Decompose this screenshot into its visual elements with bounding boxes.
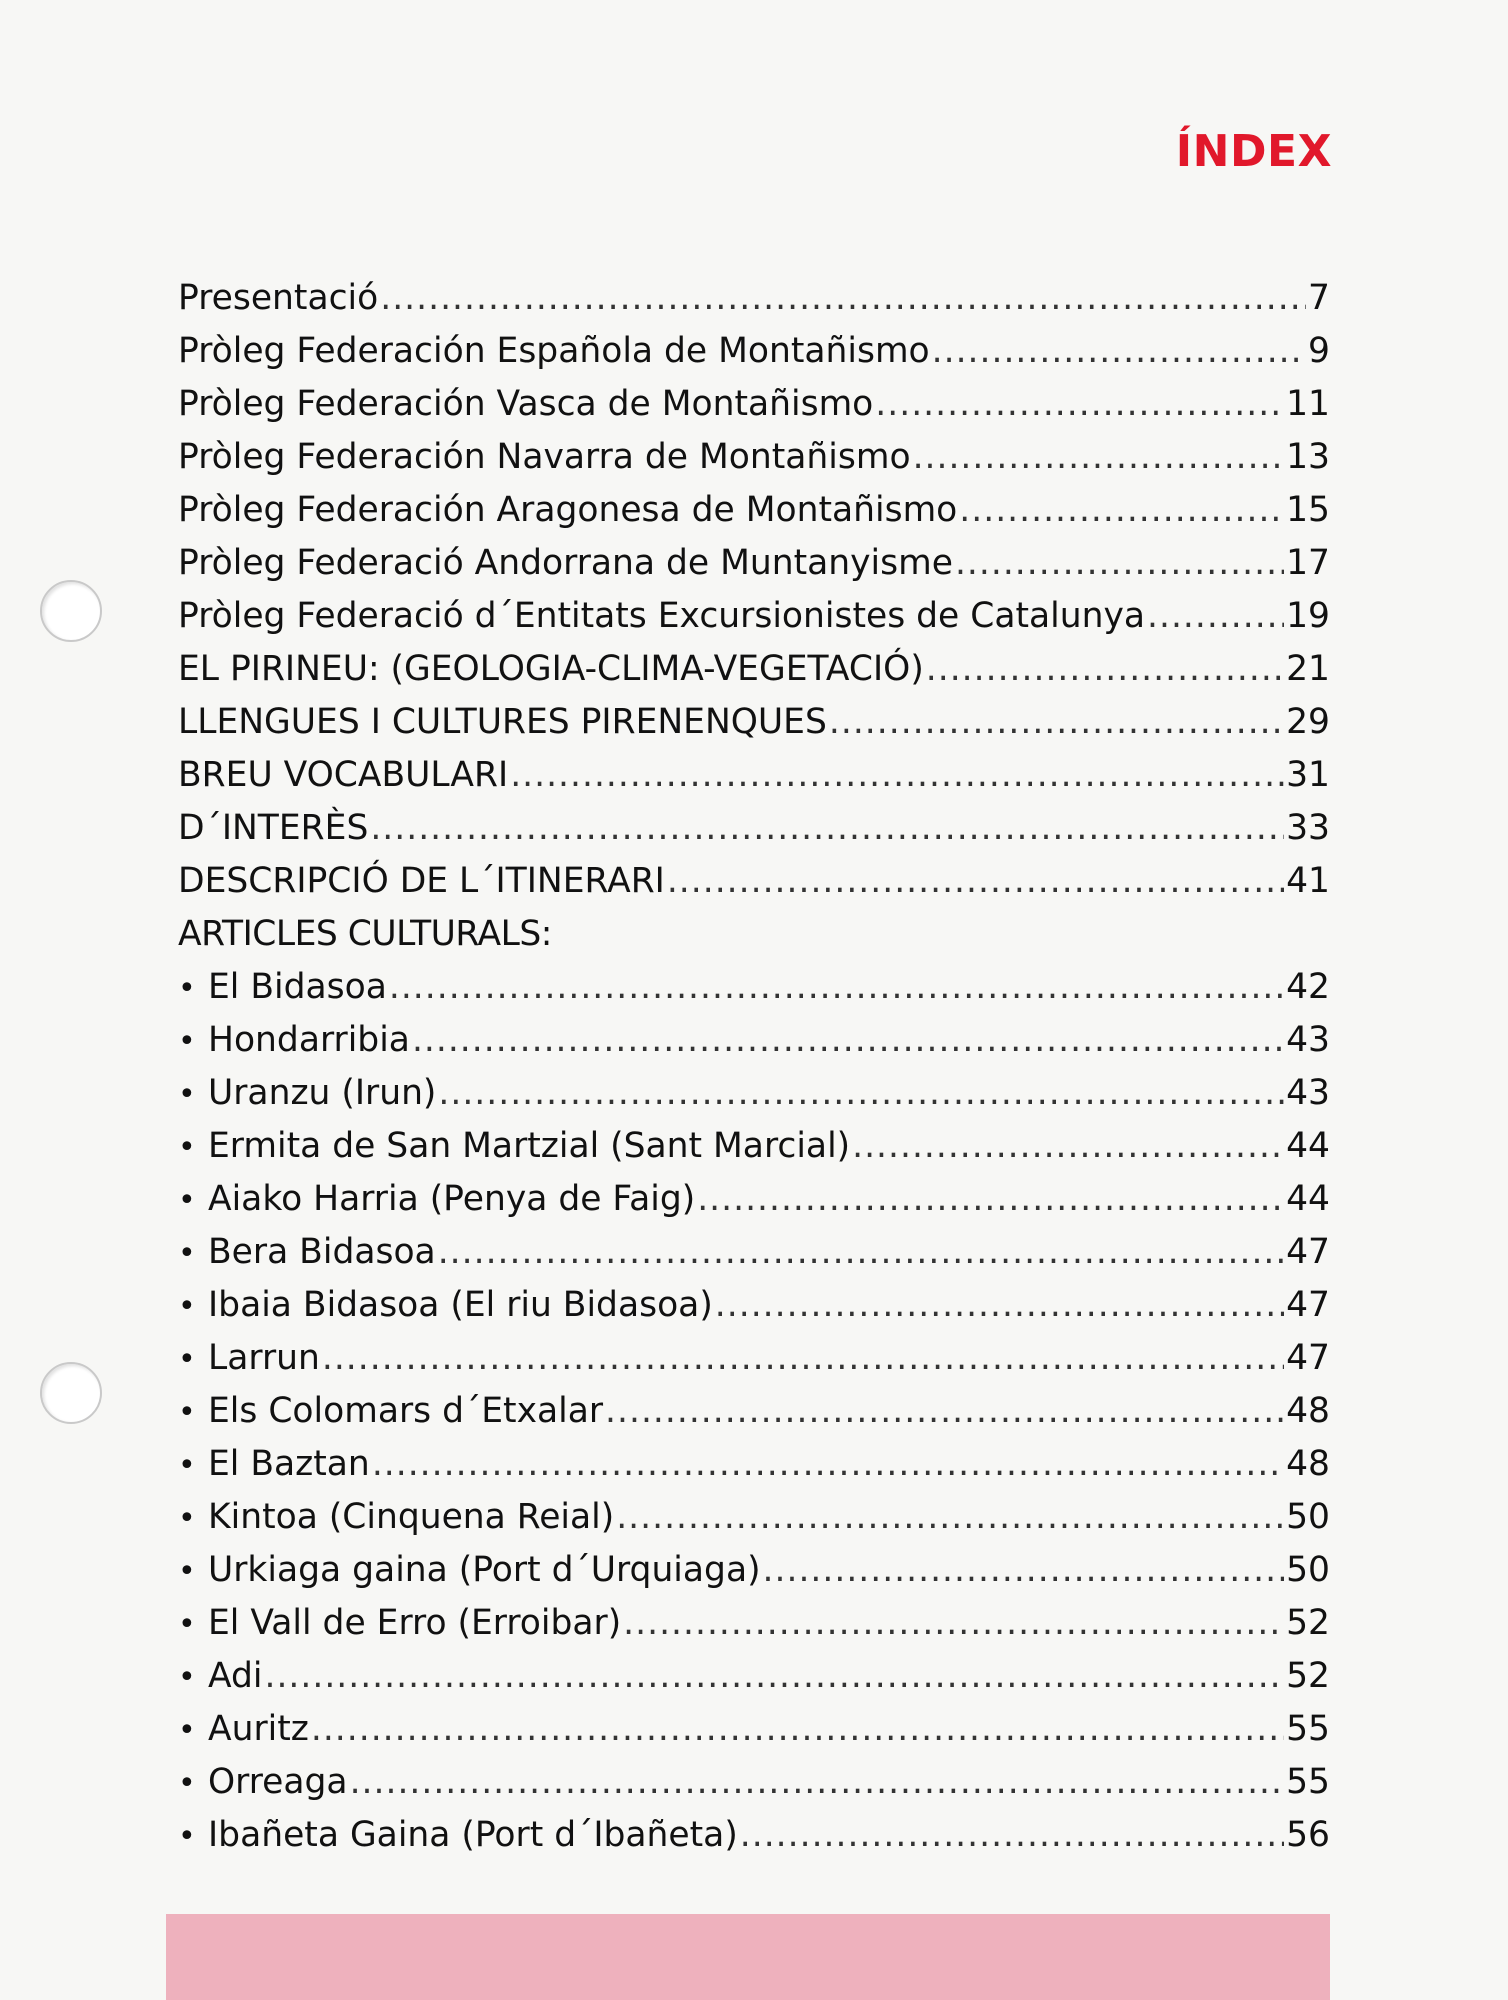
article-entry-label: Orreaga — [208, 1762, 348, 1802]
dot-leader — [616, 1491, 1284, 1544]
article-entry-page: 44 — [1286, 1126, 1330, 1166]
dot-leader — [322, 1332, 1284, 1385]
toc-entry-label: BREU VOCABULARI — [178, 755, 509, 795]
toc-entry-page: 31 — [1286, 755, 1330, 795]
bullet-icon: • — [178, 1130, 196, 1165]
article-entry-page: 44 — [1286, 1179, 1330, 1219]
dot-leader — [350, 1756, 1285, 1809]
article-entry-page: 48 — [1286, 1391, 1330, 1431]
dot-leader — [412, 1014, 1284, 1067]
dot-leader — [955, 537, 1284, 590]
bullet-icon: • — [178, 1183, 196, 1218]
toc-entry[interactable] — [178, 802, 1330, 855]
dot-leader — [829, 696, 1284, 749]
article-entry-page: 48 — [1286, 1444, 1330, 1484]
toc-entry[interactable] — [178, 749, 1330, 802]
bullet-icon: • — [178, 1077, 196, 1112]
bullet-icon: • — [178, 1766, 196, 1801]
article-entry[interactable] — [178, 1120, 1330, 1173]
article-entry[interactable] — [178, 1332, 1330, 1385]
article-entry-label: Kintoa (Cinquena Reial) — [208, 1497, 615, 1537]
toc-entry-page: 21 — [1286, 649, 1330, 689]
article-entry-label: Els Colomars d´Etxalar — [208, 1391, 604, 1431]
dot-leader — [623, 1597, 1284, 1650]
table-of-contents — [178, 272, 1330, 1862]
article-entry-label: Hondarribia — [208, 1020, 410, 1060]
dot-leader — [605, 1385, 1284, 1438]
article-entry-label: Ermita de San Martzial (Sant Marcial) — [208, 1126, 851, 1166]
article-entry-page: 43 — [1286, 1073, 1330, 1113]
article-entry-page: 47 — [1286, 1338, 1330, 1378]
toc-entry-label: EL PIRINEU: (GEOLOGIA-CLIMA-VEGETACIÓ) — [178, 649, 924, 689]
article-entry[interactable] — [178, 1544, 1330, 1597]
toc-entry-page: 33 — [1286, 808, 1330, 848]
bullet-icon: • — [178, 1501, 196, 1536]
article-entry-label: El Vall de Erro (Erroibar) — [208, 1603, 622, 1643]
dot-leader — [438, 1067, 1284, 1120]
article-entry-label: Ibaia Bidasoa (El riu Bidasoa) — [208, 1285, 713, 1325]
binder-hole-bottom — [40, 1362, 102, 1424]
article-entry-label: Urkiaga gaina (Port d´Urquiaga) — [208, 1550, 761, 1590]
articles-heading-row — [178, 908, 1330, 961]
toc-entry[interactable] — [178, 643, 1330, 696]
article-entry[interactable] — [178, 1491, 1330, 1544]
article-entry-page: 43 — [1286, 1020, 1330, 1060]
article-entry[interactable] — [178, 1014, 1330, 1067]
dot-leader — [763, 1544, 1285, 1597]
article-entry-label: Auritz — [208, 1709, 309, 1749]
toc-entry[interactable] — [178, 537, 1330, 590]
article-entry[interactable] — [178, 1809, 1330, 1862]
toc-entry-page: 17 — [1286, 543, 1330, 583]
dot-leader — [926, 643, 1284, 696]
dot-leader — [510, 749, 1284, 802]
dot-leader — [438, 1226, 1284, 1279]
dot-leader — [913, 431, 1285, 484]
article-entry[interactable] — [178, 1173, 1330, 1226]
article-entry[interactable] — [178, 1279, 1330, 1332]
bullet-icon: • — [178, 1660, 196, 1695]
toc-entry[interactable] — [178, 431, 1330, 484]
toc-entry[interactable] — [178, 484, 1330, 537]
toc-entry-label: D´INTERÈS — [178, 808, 369, 848]
dot-leader — [959, 484, 1284, 537]
article-entry-label: El Bidasoa — [208, 967, 387, 1007]
dot-leader — [697, 1173, 1284, 1226]
articles-heading: ARTICLES CULTURALS: — [178, 914, 552, 954]
bullet-icon: • — [178, 1236, 196, 1271]
dot-leader — [715, 1279, 1284, 1332]
toc-entry[interactable] — [178, 272, 1330, 325]
toc-entry-label: DESCRIPCIÓ DE L´ITINERARI — [178, 861, 665, 901]
article-entry[interactable] — [178, 961, 1330, 1014]
article-entry[interactable] — [178, 1226, 1330, 1279]
bullet-icon: • — [178, 1607, 196, 1642]
bullet-icon: • — [178, 1713, 196, 1748]
article-entry[interactable] — [178, 1597, 1330, 1650]
article-entry-page: 52 — [1286, 1656, 1330, 1696]
article-entry[interactable] — [178, 1756, 1330, 1809]
article-entry-label: El Baztan — [208, 1444, 370, 1484]
bullet-icon: • — [178, 1819, 196, 1854]
article-entry[interactable] — [178, 1438, 1330, 1491]
article-entry-label: Uranzu (Irun) — [208, 1073, 437, 1113]
toc-entry-label: Pròleg Federación Vasca de Montañismo — [178, 384, 874, 424]
toc-entry-page: 41 — [1286, 861, 1330, 901]
dot-leader — [667, 855, 1284, 908]
toc-entry-page: 29 — [1286, 702, 1330, 742]
bullet-icon: • — [178, 1024, 196, 1059]
article-entry-label: Ibañeta Gaina (Port d´Ibañeta) — [208, 1815, 738, 1855]
binder-hole-top — [40, 580, 102, 642]
article-entry-label: Adi — [208, 1656, 263, 1696]
article-entry-page: 52 — [1286, 1603, 1330, 1643]
bullet-icon: • — [178, 1342, 196, 1377]
article-entry-label: Bera Bidasoa — [208, 1232, 436, 1272]
toc-entry-page: 9 — [1308, 331, 1330, 371]
toc-entry-label: Pròleg Federació Andorrana de Muntanyisme — [178, 543, 953, 583]
dot-leader — [852, 1120, 1284, 1173]
toc-entry[interactable] — [178, 855, 1330, 908]
toc-entry[interactable] — [178, 325, 1330, 378]
toc-entry[interactable] — [178, 696, 1330, 749]
toc-entry[interactable] — [178, 590, 1330, 643]
article-entry-page: 56 — [1286, 1815, 1330, 1855]
bullet-icon: • — [178, 971, 196, 1006]
footer-color-band — [166, 1914, 1330, 2000]
article-entry[interactable] — [178, 1703, 1330, 1756]
page-title: ÍNDEX — [1175, 126, 1332, 177]
dot-leader — [311, 1703, 1284, 1756]
dot-leader — [370, 802, 1284, 855]
bullet-icon: • — [178, 1395, 196, 1430]
toc-entry-label: Presentació — [178, 278, 379, 318]
article-entry[interactable] — [178, 1385, 1330, 1438]
article-entry[interactable] — [178, 1650, 1330, 1703]
article-entry-page: 47 — [1286, 1232, 1330, 1272]
toc-entry-label: Pròleg Federación Aragonesa de Montañismo — [178, 490, 958, 530]
article-entry-page: 50 — [1286, 1550, 1330, 1590]
dot-leader — [380, 272, 1306, 325]
article-entry-page: 55 — [1286, 1762, 1330, 1802]
toc-entry[interactable] — [178, 378, 1330, 431]
bullet-icon: • — [178, 1554, 196, 1589]
article-entry[interactable] — [178, 1067, 1330, 1120]
toc-entry-page: 7 — [1308, 278, 1330, 318]
dot-leader — [264, 1650, 1284, 1703]
toc-entry-label: LLENGUES I CULTURES PIRENENQUES — [178, 702, 827, 742]
toc-entry-label: Pròleg Federación Navarra de Montañismo — [178, 437, 911, 477]
toc-entry-page: 13 — [1286, 437, 1330, 477]
dot-leader — [875, 378, 1284, 431]
dot-leader — [740, 1809, 1284, 1862]
article-entry-label: Larrun — [208, 1338, 320, 1378]
dot-leader — [389, 961, 1284, 1014]
article-entry-page: 50 — [1286, 1497, 1330, 1537]
dot-leader — [932, 325, 1306, 378]
article-entry-page: 47 — [1286, 1285, 1330, 1325]
toc-entry-page: 15 — [1286, 490, 1330, 530]
bullet-icon: • — [178, 1289, 196, 1324]
toc-entry-label: Pròleg Federación Española de Montañismo — [178, 331, 930, 371]
dot-leader — [372, 1438, 1284, 1491]
article-entry-page: 55 — [1286, 1709, 1330, 1749]
article-entry-page: 42 — [1286, 967, 1330, 1007]
dot-leader — [1147, 590, 1284, 643]
bullet-icon: • — [178, 1448, 196, 1483]
toc-entry-page: 19 — [1286, 596, 1330, 636]
article-entry-label: Aiako Harria (Penya de Faig) — [208, 1179, 696, 1219]
toc-entry-label: Pròleg Federació d´Entitats Excursionistes de Catalunya — [178, 596, 1146, 636]
toc-entry-page: 11 — [1286, 384, 1330, 424]
